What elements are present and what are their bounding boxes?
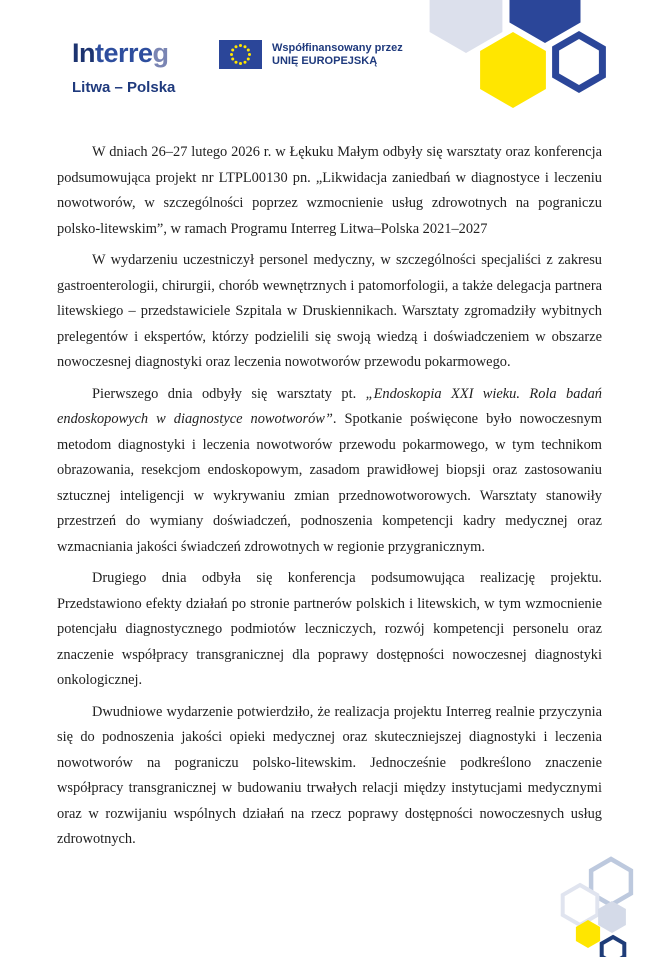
interreg-program-name: Litwa – Polska bbox=[72, 79, 176, 96]
hexagon-navy-outline-small bbox=[602, 937, 625, 957]
document-body bbox=[57, 140, 602, 859]
paragraph bbox=[57, 382, 602, 561]
hexagon-decoration-top bbox=[419, 0, 659, 126]
paragraph-run: „Endoskopia XXI wieku. Rola badań endoskopowych w diagnostyce nowotworów” bbox=[57, 385, 602, 427]
interreg-logo bbox=[72, 38, 207, 96]
paragraph-run: Pierwszego dnia odbyły się warsztaty pt. bbox=[92, 385, 366, 402]
header bbox=[72, 38, 403, 96]
paragraph bbox=[57, 140, 602, 242]
interreg-wordmark-part: In bbox=[72, 38, 95, 68]
paragraph bbox=[57, 248, 602, 376]
interreg-wordmark-part: terre bbox=[95, 38, 153, 68]
paragraph-run: W wydarzeniu uczestniczył personel medyczny, w szczególności specjaliści z zakresu gastroenterologii, chirurgii, chorób wewnętrznych i patomorfologii, a także delegacja partnera litewskiego – przedstawiciele Szpitala w Druskiennikach. Warsztaty zgromadziły wybitnych prelegentów i ekspertów, którzy podzielili się swoją wiedzą i doświadczeniem w obszarze nowoczesnej diagnostyki oraz leczenia nowotworów przewodu pokarmowego. bbox=[57, 252, 602, 370]
eu-funding-text bbox=[272, 42, 403, 68]
hexagon-lavender-filled bbox=[598, 901, 626, 933]
eu-funding-block bbox=[219, 40, 403, 69]
paragraph-run: . Spotkanie poświęcone było nowoczesnym metodom diagnostyki i leczenia nowotworów przewodu pokarmowego, w tym technikom obrazowania, resekcjom endoskopowym, zasadom prawidłowej biopsji oraz zastosowaniu sztucznej inteligencji w wykrywaniu zmian przednowotworowych. Warsztaty stanowiły przestrzeń do wymiany doświadczeń, podnoszenia kompetencji kadry medycznej oraz wzmacniania jakości świadczeń zdrowotnych w regionie przygranicznym. bbox=[57, 411, 602, 555]
hexagon-yellow-filled bbox=[480, 32, 546, 108]
paragraph-run: W dniach 26–27 lutego 2026 r. w Łękuku Małym odbyły się warsztaty oraz konferencja podsumowująca projekt nr LTPL00130 pn. „Likwidacja zaniedbań w diagnostyce i leczeniu nowotworów, w szczególności poprzez wzmocnienie usług zdrowotnych na pograniczu polsko-litewskim”, w ramach Programu Interreg Litwa–Polska 2021–2027 bbox=[57, 144, 602, 237]
eu-flag-icon bbox=[219, 40, 262, 69]
eu-funding-line2: UNIĘ EUROPEJSKĄ bbox=[272, 54, 378, 67]
paragraph-run: Drugiego dnia odbyła się konferencja podsumowująca realizację projektu. Przedstawiono efekty działań po stronie partnerów polskich i litewskich, w tym wzmocnienie potencjału diagnostycznego podmiotów leczniczych, rozwój kompetencji personelu oraz znaczenie współpracy transgranicznej dla poprawy dostępności nowoczesnej diagnostyki onkologicznej. bbox=[57, 570, 602, 688]
paragraph bbox=[57, 700, 602, 853]
paragraph bbox=[57, 566, 602, 694]
hexagon-blue-outline bbox=[556, 35, 603, 89]
interreg-wordmark-part: g bbox=[152, 38, 169, 68]
hexagon-pale-outline bbox=[563, 885, 598, 925]
interreg-wordmark bbox=[72, 38, 207, 68]
paragraph-run: Dwudniowe wydarzenie potwierdziło, że realizacja projektu Interreg realnie przyczynia się do podnoszenia jakości opieki medycznej oraz skuteczniejszej diagnostyki i leczenia nowotworów na pograniczu polsko-litewskim. Jednocześnie podkreślono znaczenie współpracy transgranicznej w budowaniu trwałych relacji między instytucjami medycznymi oraz w rozwijaniu wspólnych działań na rzecz poprawy dostępności nowoczesnych usług zdrowotnych. bbox=[57, 703, 602, 847]
eu-funding-line1: Współfinansowany przez bbox=[272, 41, 403, 54]
hexagon-decoration-bottom bbox=[539, 839, 659, 957]
